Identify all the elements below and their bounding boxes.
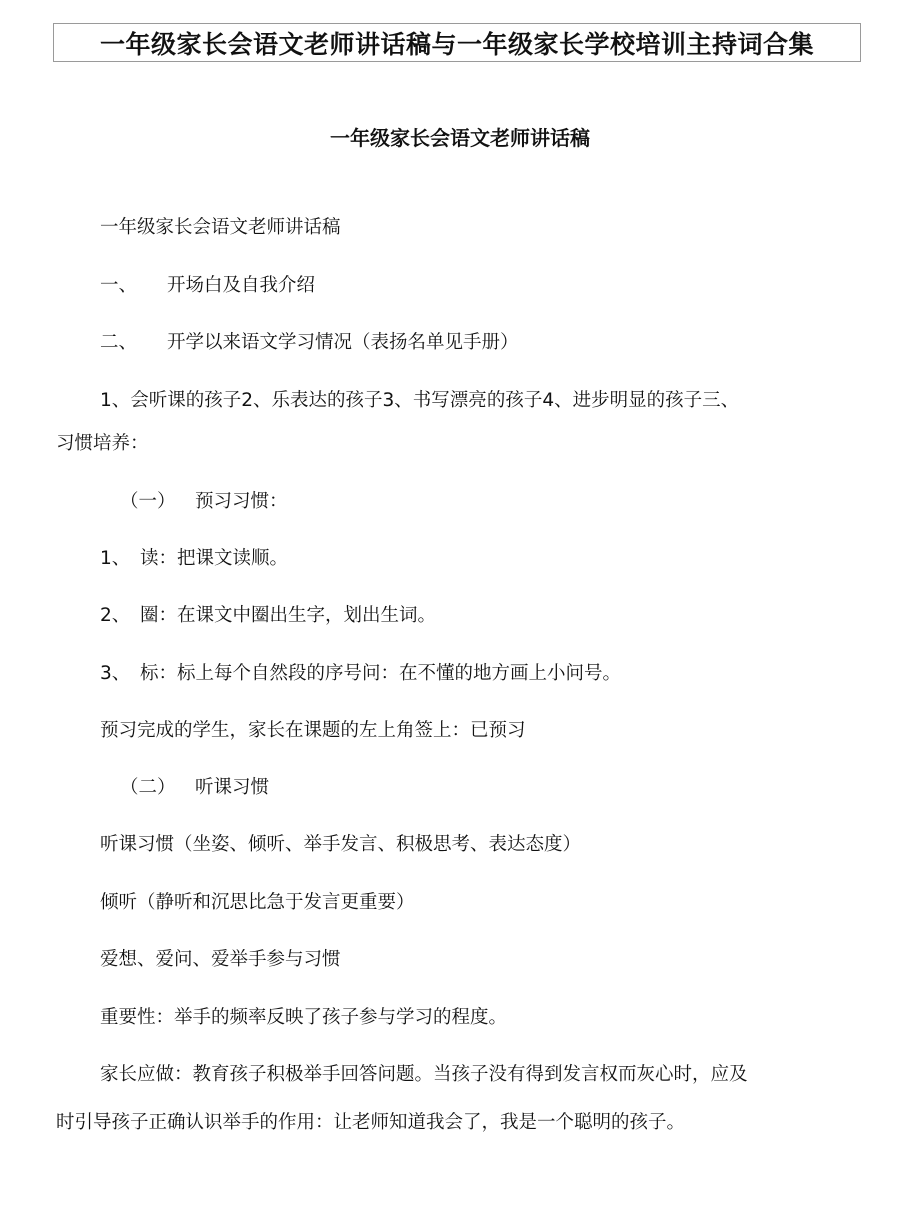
item-2-number: 2、 bbox=[100, 605, 131, 626]
paragraph-listening: 倾听（静听和沉思比急于发言更重要） bbox=[100, 892, 415, 913]
section-1-marker: 一、 bbox=[100, 275, 138, 296]
section-2-marker: 二、 bbox=[100, 332, 138, 353]
item-1-text: 读：把课文读顺。 bbox=[140, 548, 289, 569]
item-1-number: 1、 bbox=[100, 548, 131, 569]
section-1-text: 开场白及自我介绍 bbox=[167, 275, 316, 296]
paragraph-preview-signoff: 预习完成的学生，家长在课题的左上角签上：已预习 bbox=[100, 720, 526, 741]
subsection-1-title: 预习习惯： bbox=[195, 491, 288, 512]
item-2-text: 圈：在课文中圈出生字，划出生词。 bbox=[140, 605, 437, 626]
document-title-box bbox=[53, 23, 861, 62]
paragraph-parent-duty: 家长应做：教育孩子积极举手回答问题。当孩子没有得到发言权而灰心时，应及 bbox=[100, 1064, 748, 1085]
paragraph-student-list: 1、会听课的孩子2、乐表达的孩子3、书写漂亮的孩子4、进步明显的孩子三、 bbox=[100, 390, 740, 411]
paragraph-student-list-cont: 习惯培养： bbox=[56, 433, 149, 454]
item-3-text: 标：标上每个自然段的序号问：在不懂的地方画上小问号。 bbox=[140, 663, 622, 684]
item-3-number: 3、 bbox=[100, 663, 131, 684]
paragraph-participation: 爱想、爱问、爱举手参与习惯 bbox=[100, 949, 341, 970]
paragraph-importance: 重要性：举手的频率反映了孩子参与学习的程度。 bbox=[100, 1007, 508, 1028]
subsection-2-marker: （二） bbox=[120, 777, 176, 798]
section-2-text: 开学以来语文学习情况（表扬名单见手册） bbox=[167, 332, 519, 353]
subsection-1-marker: （一） bbox=[120, 491, 176, 512]
document-subtitle: 一年级家长会语文老师讲话稿 bbox=[330, 126, 590, 150]
paragraph-heading: 一年级家长会语文老师讲话稿 bbox=[100, 217, 341, 238]
paragraph-listening-habits: 听课习惯（坐姿、倾听、举手发言、积极思考、表达态度） bbox=[100, 834, 582, 855]
document-title: 一年级家长会语文老师讲话稿与一年级家长学校培训主持词合集 bbox=[99, 29, 814, 59]
paragraph-parent-duty-cont: 时引导孩子正确认识举手的作用：让老师知道我会了，我是一个聪明的孩子。 bbox=[56, 1112, 686, 1133]
subsection-2-title: 听课习惯 bbox=[195, 777, 270, 798]
